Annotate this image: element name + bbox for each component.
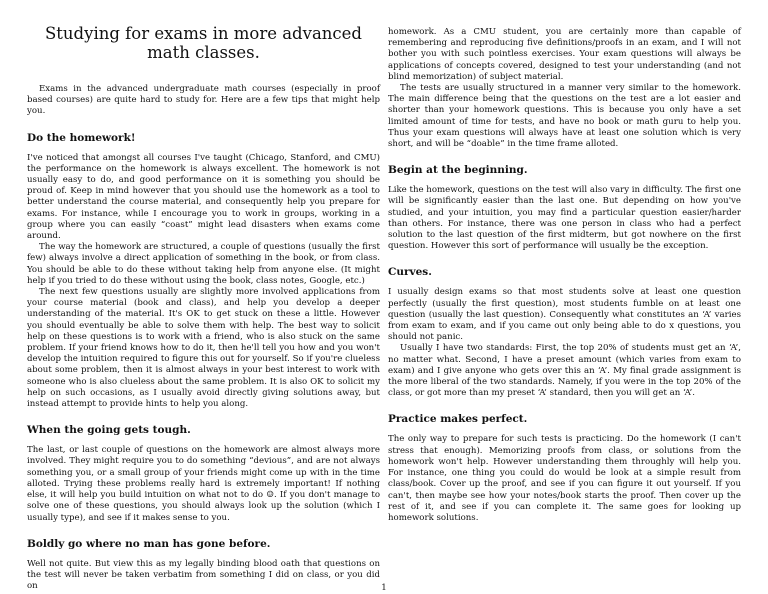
paragraph: The next few questions usually are slightly more involved applications from your course material (book and class), and help you develop a deeper understanding of the material. It's OK to get stuck on these a little. However you should eventually be able to solve them with help. The best way to solicit help on these questions is to work with a friend, who is also stuck on the same problem. If your friend knows how to do it, then he'll tell you how and you won't develop the intuition required to figure this out for yourself. So if you're clueless about some problem, then it is almost always in your best interest to work with someone who is also clueless about the same problem. It is also OK to solicit my help on such occasions, as I usually avoid directly giving solutions away, but instead attempt to provide hints to help you along. [27,287,380,410]
section-heading-curves: Curves. [388,266,432,279]
paragraph: Like the homework, questions on the test will also vary in difficulty. The first one will be significantly easier than the last one. But depending on how you've studied, and your intuition, you may find a particular question easier/harder than others. For instance, there was one person in class who had a perfect solution to the last question of the first midterm, but got nowhere on the first question. However this sort of performance will usually be the exception. [388,185,741,252]
paragraph: homework. As a CMU student, you are certainly more than capable of remembering and reproducing five definitions/proofs in an exam, and I will not bother you with such pointless exercises. Your exam questions will always be applications of concepts covered, designed to test your understanding (and not blind memorization) of subject material. [388,27,741,82]
paragraph: Usually I have two standards: First, the top 20% of students must get an ‘A’, no matter what. Second, I have a preset amount (which varies from exam to exam) and I give anyone who gets over this an ‘A’. My final grade assignment is the more liberal of the two standards. Namely, if you were in the top 20% of the class, or got more than my preset ‘A’ standard, then you will get an ‘A’. [388,343,741,399]
section-heading-going-tough: When the going gets tough. [27,424,191,437]
paragraph: I've noticed that amongst all courses I've taught (Chicago, Stanford, and CMU) the performance on the homework is always excellent. The homework is not usually easy to do, and good performance on it is something you should be proud of. Keep in mind however that you should use the homework as a tool to better understand the course material, and consequently help you prepare for exams. For instance, while I encourage you to work in groups, working in a group where you can easily “coast” might lead disasters when exams come around. [27,152,380,242]
paragraph: The tests are usually structured in a manner very similar to the homework. The main difference being that the questions on the test are a lot easier and shorter than your homework questions. This is because you only have a set limited amount of time for tests, and have no book or math guru to help you. Thus your exam questions will always have at least one solution which is very short, and will be “doable” in the time frame alloted. [388,83,741,150]
intro-paragraph: Exams in the advanced undergraduate math courses (especially in proof based courses) are quite hard to study for. Here are a few tips that might help you. [27,84,380,117]
paragraph: The only way to prepare for such tests is practicing. Do the homework (I can't stress that enough). Memorizing proofs from class, or solutions from the homework won't help. However understanding them throughly will help you. For instance, one thing you could do would be look at a simple result from class/book. Cover up the proof, and see if you can figure it out yourself. If you can't, then maybe see how your notes/book starts the proof. Then cover up the rest of it, and see if you can complete it. The same goes for looking up homework solutions. [388,434,741,523]
paragraph: The way the homework are structured, a couple of questions (usually the first few) always involve a direct application of something in the book, or from class. You should be able to do these without taking help from anyone else. (It might help if you tried to do these without using the book, class notes, Google, etc.) [27,242,380,286]
section-heading-begin: Begin at the beginning. [388,164,528,177]
section-heading-boldly-go: Boldly go where no man has gone before. [27,537,271,550]
left-column [27,0,380,592]
paragraph: Well not quite. But view this as my legally binding blood oath that questions on the test will never be taken verbatim from something I did on class, or you did on [27,558,380,592]
section-heading-practice: Practice makes perfect. [388,413,528,426]
paragraph: The last, or last couple of questions on the homework are almost always more involved. They might require you to do something “devious”, and are not always something you, or a small group of your friends might come up with in the time alloted. Trying these problems really hard is extremely important! If nothing else, it will help you build intuition on what not to do ☺. If you don't manage to solve one of these questions, you should always look up the solution (which I usually type), and see if it makes sense to you. [27,445,380,523]
paragraph: I usually design exams so that most students solve at least one question perfectly (usually the first question), most students fumble on at least one question (usually the last question). Consequently what constitutes an ‘A’ varies from exam to exam, and if you came out only being able to do x questions, you should not panic. [388,287,741,343]
page-title: Studying for exams in more advanced math classes. [45,24,362,62]
page-number: 1 [381,583,387,593]
right-column [388,27,741,524]
section-heading-homework: Do the homework! [27,131,136,144]
